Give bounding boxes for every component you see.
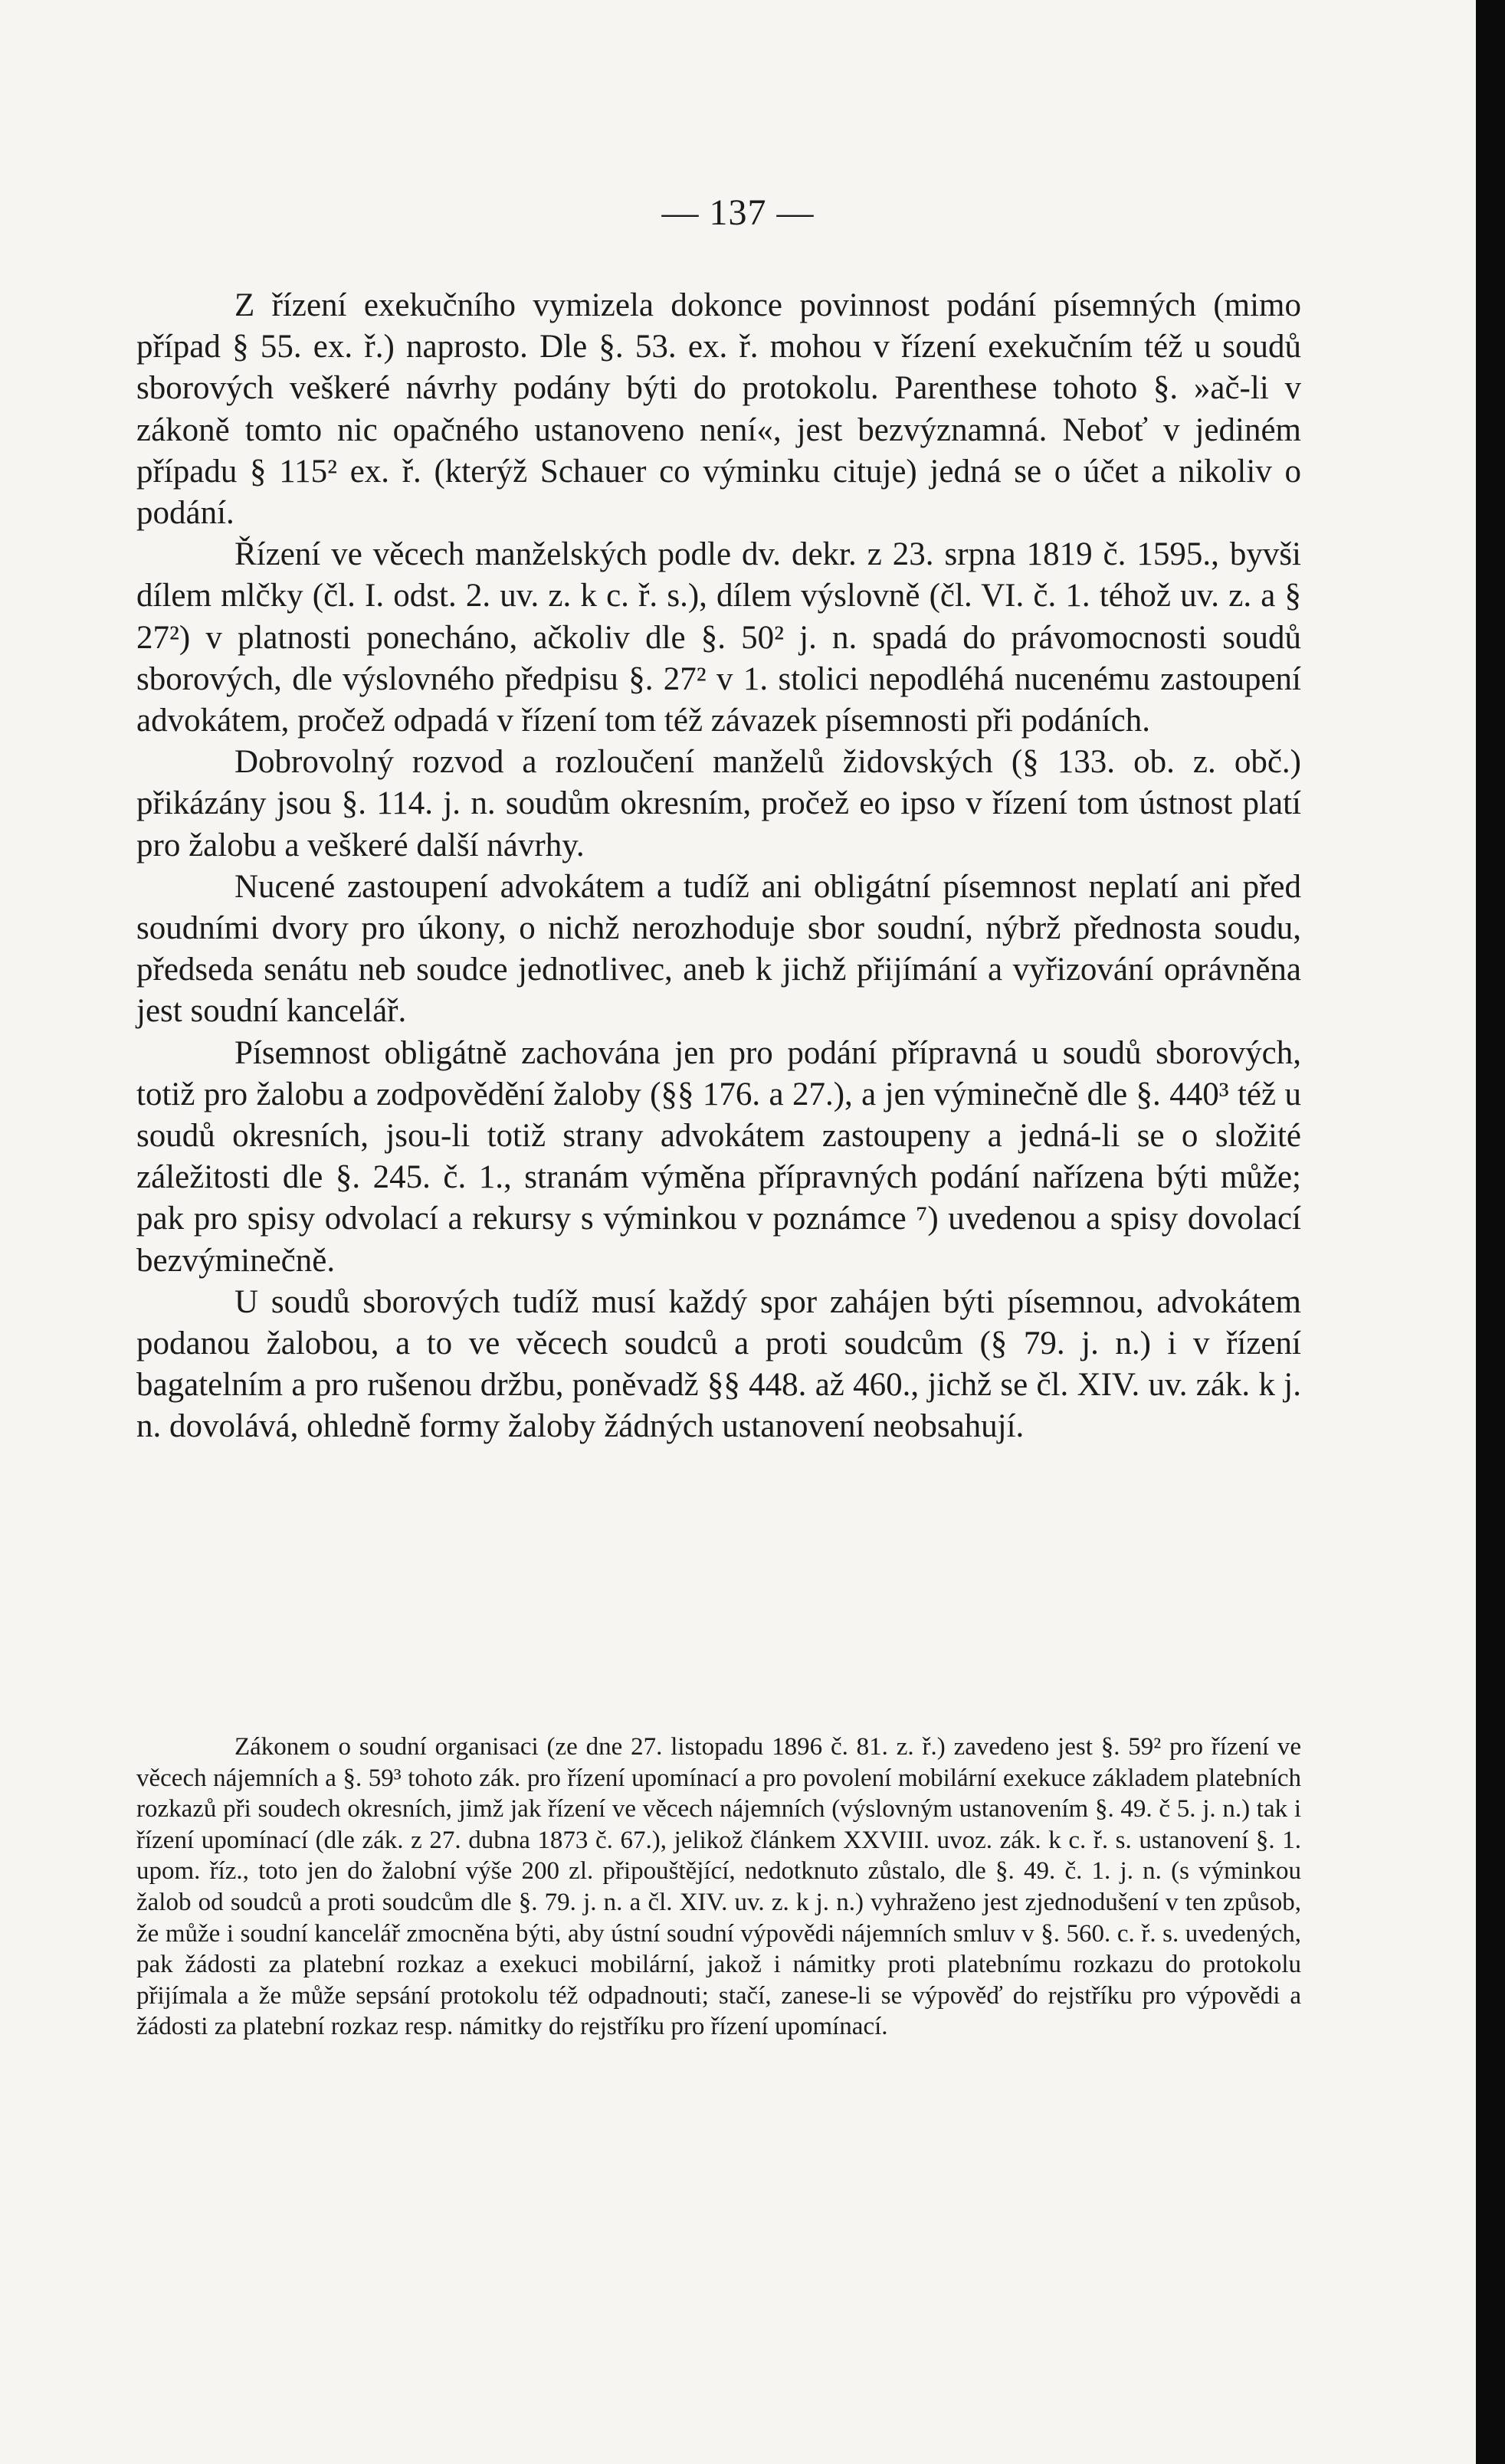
page-number: — 137 — — [661, 192, 815, 233]
footnote: Zákonem o soudní organisaci (ze dne 27. listopadu 1896 č. 81. z. ř.) zavedeno jest §. 59² pro řízení ve věcech nájemních a §. 59³ tohoto zák. pro řízení upomínací a pro povolení mobilární exekuce základem platebních rozkazů při soudech okresních, jimž jak řízení ve věcech nájemních (výslovným ustanovením §. 49. č 5. j. n.) tak i řízení upomínací (dle zák. z 27. dubna 1873 č. 67.), jelikož článkem XXVIII. uvoz. zák. k c. ř. s. ustanovení §. 1. upom. říz., toto jen do žalobní výše 200 zl. připouštějící, nedotknuto zůstalo, dle §. 49. č. 1. j. n. (s výminkou žalob od soudců a proti soudcům dle §. 79. j. n. a čl. XIV. uv. z. k j. n.) vyhraženo jest zjednodušení v ten způsob, že může i soudní kancelář zmocněna býti, aby ústní soudní výpovědi nájemních smluv v §. 560. c. ř. s. uvedených, pak žádosti za platební rozkaz a exekuci mobilární, jakož i námitky proti platebnímu rozkazu do protokolu přijímala a že může sepsání protokolu též odpadnouti; stačí, zanese-li se výpověď do rejstříku pro výpovědi a žádosti za platební rozkaz resp. námitky do rejstříku pro řízení upomínací. — [136, 1733, 1301, 2041]
paragraph-3: Dobrovolný rozvod a rozloučení manželů židovských (§ 133. ob. z. obč.) přikázány jsou §. 114. j. n. soudům okresním, pročež eo ipso v řízení tom ústnost platí pro žalobu a veškeré další návrhy. — [136, 744, 1301, 863]
paragraph-2: Řízení ve věcech manželských podle dv. dekr. z 23. srpna 1819 č. 1595., byvši dílem mlčky (čl. I. odst. 2. uv. z. k c. ř. s.), dílem výslovně (čl. VI. č. 1. téhož uv. z. a § 27²) v platnosti ponecháno, ačkoliv dle §. 50² j. n. spadá do právomocnosti soudů sborových, dle výslovného předpisu §. 27² v 1. stolici nepodléhá nucenému zastoupení advokátem, pročež odpadá v řízení tom též závazek písemnosti při podáních. — [136, 536, 1301, 739]
footnote-section — [136, 1732, 1301, 2043]
scan-edge — [1476, 0, 1505, 2464]
paragraph-4: Nucené zastoupení advokátem a tudíž ani obligátní písemnost neplatí ani před soudními dvory pro úkony, o nichž nerozhoduje sbor soudní, nýbrž přednosta soudu, předseda senátu neb soudce jednotlivec, aneb k jichž přijímání a vyřizování oprávněna jest soudní kancelář. — [136, 868, 1301, 1030]
main-text — [136, 285, 1301, 1448]
paragraph-1: Z řízení exekučního vymizela dokonce povinnost podání písemných (mimo případ § 55. ex. ř.) naprosto. Dle §. 53. ex. ř. mohou v řízení exekučním též u soudů sborových veškeré návrhy podány býti do protokolu. Parenthese tohoto §. »ač-li v zákoně tomto nic opačného ustanoveno není«, jest bezvýznamná. Neboť v jediném případu § 115² ex. ř. (kterýž Schauer co výminku cituje) jedná se o účet a nikoliv o podání. — [136, 287, 1301, 532]
paragraph-6: U soudů sborových tudíž musí každý spor zahájen býti písemnou, advokátem podanou žalobou, a to ve věcech soudců a proti soudcům (§ 79. j. n.) i v řízení bagatelním a pro rušenou držbu, poněvadž §§ 448. až 460., jichž se čl. XIV. uv. zák. k j. n. dovolává, ohledně formy žaloby žádných ustanovení neobsahují. — [136, 1283, 1301, 1445]
paragraph-5: Písemnost obligátně zachována jen pro podání přípravná u soudů sborových, totiž pro žalobu a zodpovědění žaloby (§§ 176. a 27.), a jen výminečně dle §. 440³ též u soudů okresních, jsou-li totiž strany advokátem zastoupeny a jedná-li se o složité záležitosti dle §. 245. č. 1., stranám výměna přípravných podání nařízena býti může; pak pro spisy odvolací a rekursy s výminkou v poznámce ⁷) uvedenou a spisy dovolací bezvýminečně. — [136, 1034, 1301, 1279]
